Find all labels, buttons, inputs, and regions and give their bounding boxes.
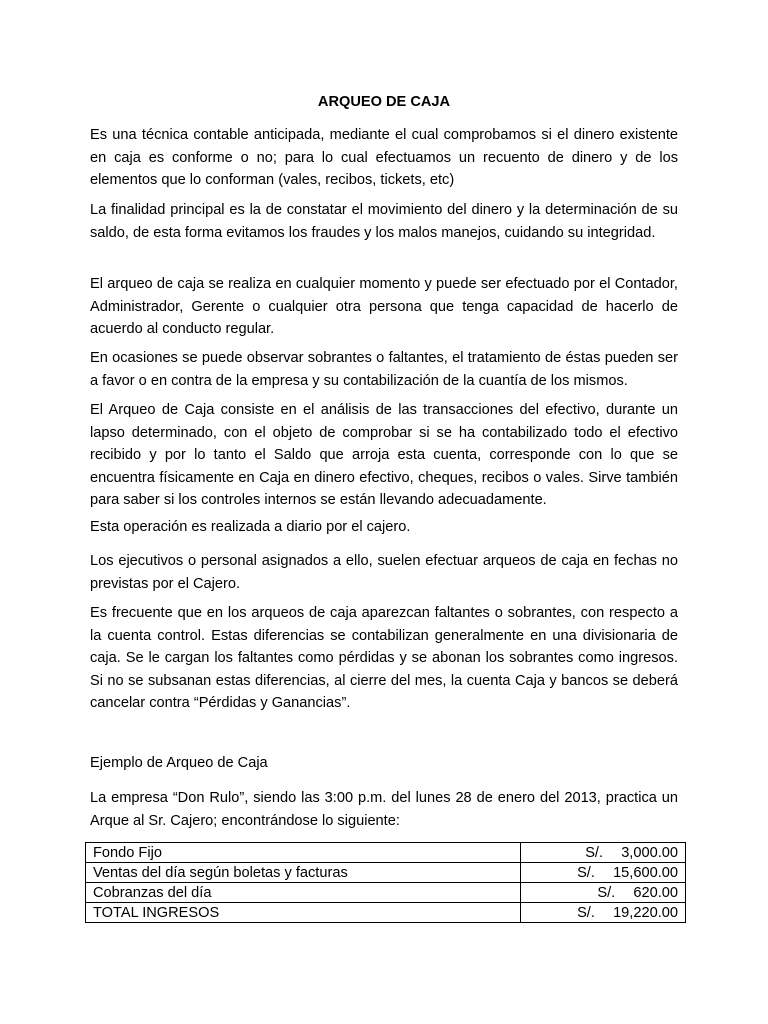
currency-symbol: S/. [597,884,616,901]
paragraph-executives: Los ejecutivos o personal asignados a ello, suelen efectuar arqueos de caja en fechas no previstas por el Cajero. [90,553,678,592]
row-label: Cobranzas del día [86,883,521,903]
table-row [86,843,686,863]
row-label: Fondo Fijo [86,843,521,863]
amount-value: 19,220.00 [613,904,678,921]
paragraph-differences: En ocasiones se puede observar sobrantes o faltantes, el tratamiento de éstas pueden ser a favor o en contra de la empresa y su contabilización de la cuantía de los mismos. [90,350,678,389]
amount-value: 15,600.00 [613,864,678,881]
row-amount [521,843,686,863]
table-row [86,863,686,883]
paragraph-analysis: El Arqueo de Caja consiste en el análisis de las transacciones del efectivo, durante un lapso determinado, con el objeto de comprobar si se ha contabilizado todo el efectivo recibido y por lo tanto el Saldo que arroja esta cuenta, corresponde con lo que se encuentra físicamente en Caja en dinero efectivo, cheques, recibos o vales. Sirve también para saber si los controles internos se están llevando adecuadamente. [90,402,678,509]
amount-value: 3,000.00 [621,844,678,861]
row-label: TOTAL INGRESOS [86,903,521,923]
paragraph-purpose: La finalidad principal es la de constatar el movimiento del dinero y la determinación de su saldo, de esta forma evitamos los fraudes y los malos manejos, cuidando su integridad. [90,202,678,241]
row-label: Ventas del día según boletas y facturas [86,863,521,883]
currency-symbol: S/. [577,904,595,921]
currency-symbol: S/. [577,864,595,881]
paragraph-definition: Es una técnica contable anticipada, mediante el cual comprobamos si el dinero existente en caja es conforme o no; para lo cual efectuamos un recuento de dinero y de los elementos que lo conforman (vales, recibos, tickets, etc) [90,127,678,189]
amount-value: 620.00 [633,884,678,901]
example-heading: Ejemplo de Arqueo de Caja [90,755,268,771]
table-row-total [86,903,686,923]
currency-symbol: S/. [585,844,604,861]
paragraph-who-performs: El arqueo de caja se realiza en cualquier momento y puede ser efectuado por el Contador, Administrador, Gerente o cualquier otra persona que tenga capacidad de hacerlo de acuerdo al conducto regular. [90,276,678,338]
arqueo-table [85,842,686,923]
row-amount [521,883,686,903]
paragraph-shortages: Es frecuente que en los arqueos de caja aparezcan faltantes o sobrantes, con respecto a la cuenta control. Estas diferencias se contabilizan generalmente en una divisionaria de caja. Se le cargan los faltantes como pérdidas y se abonan los sobrantes como ingresos. Si no se subsanan estas diferencias, al cierre del mes, la cuenta Caja y bancos se deberá cancelar contra “Pérdidas y Ganancias”. [90,605,678,712]
document-title: ARQUEO DE CAJA [317,94,451,110]
table-row [86,883,686,903]
row-amount [521,863,686,883]
row-amount [521,903,686,923]
paragraph-daily: Esta operación es realizada a diario por el cajero. [90,519,411,535]
example-intro: La empresa “Don Rulo”, siendo las 3:00 p.m. del lunes 28 de enero del 2013, practica un Arque al Sr. Cajero; encontrándose lo siguiente: [90,790,678,829]
